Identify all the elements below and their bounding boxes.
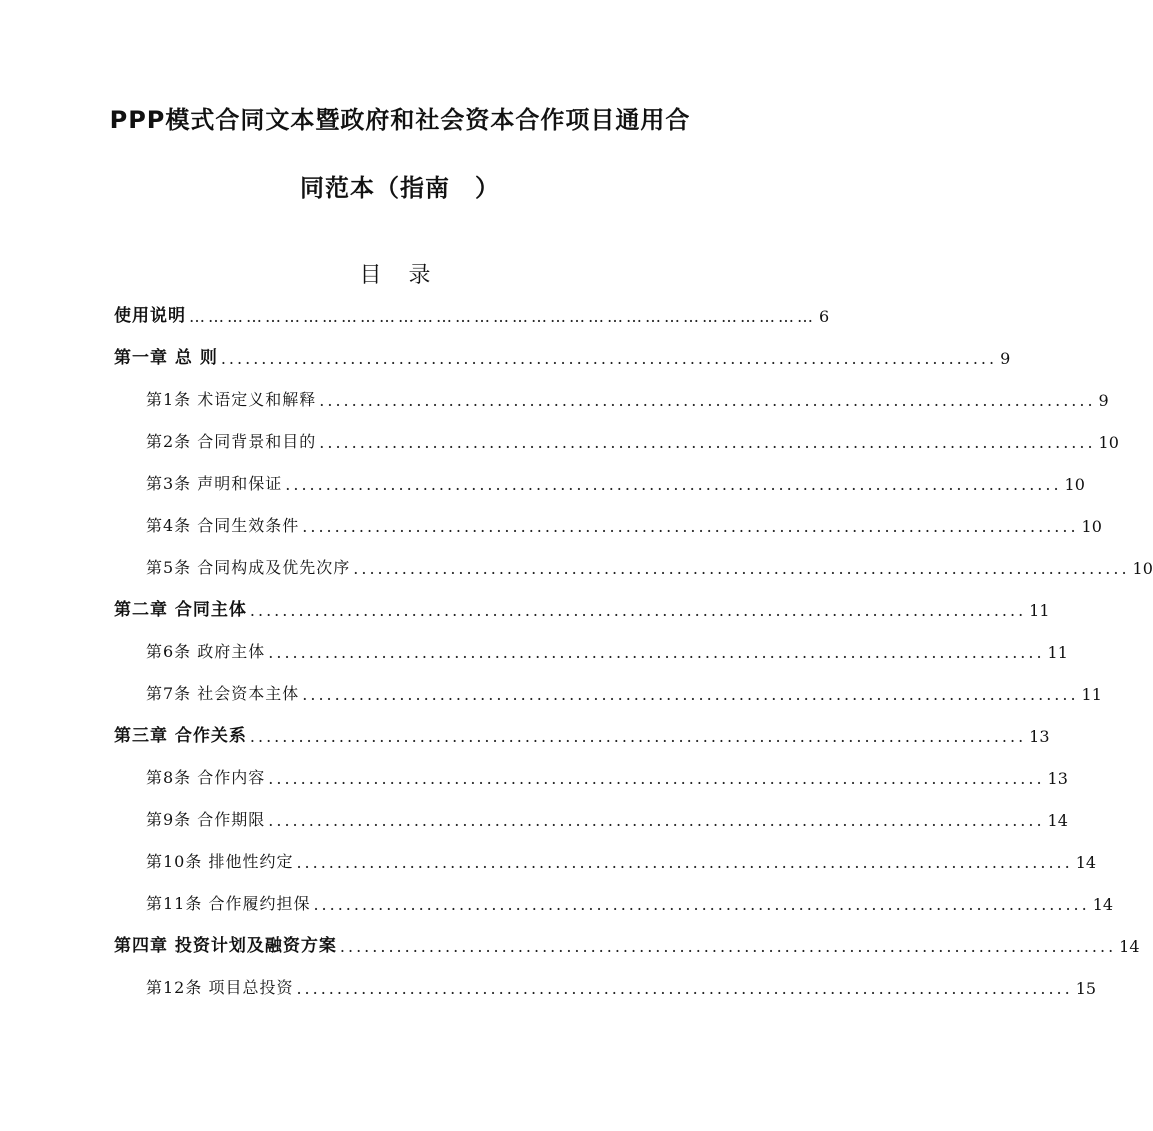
toc-dot-leader: ................................................................................................ <box>302 685 1079 704</box>
toc-article-entry[interactable] <box>146 548 1153 578</box>
toc-dot-leader: ……………………………………………………………………………………… <box>189 307 816 326</box>
toc-dot-leader: ................................................................................................ <box>268 643 1045 662</box>
toc-dot-leader: ................................................................................................ <box>296 853 1073 872</box>
toc-chapter-entry[interactable] <box>114 338 1011 368</box>
toc-page-number: 14 <box>1075 853 1097 872</box>
toc-entry-title: 第一章 总 则 <box>114 348 218 368</box>
toc-article-entry[interactable] <box>146 758 1068 788</box>
toc-entry-title: 使用说明 <box>114 306 186 326</box>
toc-article-entry[interactable] <box>146 506 1102 536</box>
toc-page-number: 15 <box>1075 979 1097 998</box>
toc-entry-title: 第7条 社会资本主体 <box>146 684 300 703</box>
toc-page-number: 10 <box>1081 517 1102 536</box>
toc-page-number: 14 <box>1047 811 1068 830</box>
toc-entry-title: 第4条 合同生效条件 <box>146 516 300 535</box>
toc-entry-title: 第二章 合同主体 <box>114 600 247 620</box>
toc-page-number: 9 <box>1000 349 1011 368</box>
toc-page-number: 10 <box>1098 433 1119 452</box>
toc-dot-leader: ................................................................................................ <box>319 433 1096 452</box>
document-title-line-1: PPP模式合同文本暨政府和社会资本合作项目通用合 <box>109 106 691 134</box>
toc-entry-title: 第10条 排他性约定 <box>146 852 294 871</box>
toc-entry-title: 第1条 术语定义和解释 <box>146 390 317 409</box>
toc-page-number: 13 <box>1029 727 1050 746</box>
toc-dot-leader: ................................................................................................ <box>296 979 1073 998</box>
toc-page-number: 10 <box>1064 475 1085 494</box>
toc-page-number: 6 <box>819 307 830 326</box>
toc-entry-title: 第6条 政府主体 <box>146 642 266 661</box>
toc-dot-leader: ................................................................................................ <box>319 391 1096 410</box>
toc-entry-title: 第2条 合同背景和目的 <box>146 432 317 451</box>
toc-entry-title: 第三章 合作关系 <box>114 726 247 746</box>
toc-article-entry[interactable] <box>146 800 1068 830</box>
toc-entry-title: 第四章 投资计划及融资方案 <box>114 936 337 956</box>
toc-dot-leader: ................................................................................................ <box>302 517 1079 536</box>
toc-dot-leader: ................................................................................................ <box>339 937 1117 956</box>
toc-dot-leader: ................................................................................................ <box>220 349 998 368</box>
toc-article-entry[interactable] <box>146 842 1097 872</box>
toc-page-number: 13 <box>1047 769 1068 788</box>
toc-dot-leader: ................................................................................................ <box>313 895 1090 914</box>
document-title-line-2: 同范本（指南 ） <box>300 174 500 202</box>
toc-entry-title: 第5条 合同构成及优先次序 <box>146 558 351 577</box>
toc-heading: 目 录 <box>359 263 441 288</box>
toc-entry-title: 第11条 合作履约担保 <box>146 894 311 913</box>
toc-dot-leader: ................................................................................................ <box>268 811 1045 830</box>
toc-chapter-entry[interactable] <box>114 716 1050 746</box>
toc-dot-leader: ................................................................................................ <box>285 475 1062 494</box>
toc-page-number: 11 <box>1047 643 1068 662</box>
toc-dot-leader: ................................................................................................ <box>249 601 1027 620</box>
toc-page-number: 10 <box>1132 559 1153 578</box>
toc-entry-title: 第8条 合作内容 <box>146 768 266 787</box>
toc-page-number: 9 <box>1098 391 1109 410</box>
toc-page-number: 11 <box>1081 685 1102 704</box>
toc-page-number: 14 <box>1119 937 1140 956</box>
toc-chapter-entry[interactable] <box>114 926 1140 956</box>
toc-article-entry[interactable] <box>146 380 1109 410</box>
toc-dot-leader: ................................................................................................ <box>268 769 1045 788</box>
toc-chapter-entry[interactable] <box>114 296 830 326</box>
toc-page-number: 14 <box>1092 895 1114 914</box>
toc-dot-leader: ................................................................................................ <box>249 727 1027 746</box>
toc-article-entry[interactable] <box>146 632 1068 662</box>
toc-article-entry[interactable] <box>146 464 1085 494</box>
toc-article-entry[interactable] <box>146 968 1097 998</box>
toc-page-number: 11 <box>1029 601 1050 620</box>
toc-entry-title: 第12条 项目总投资 <box>146 978 294 997</box>
toc-article-entry[interactable] <box>146 884 1114 914</box>
toc-entry-title: 第3条 声明和保证 <box>146 474 283 493</box>
toc-dot-leader: ................................................................................................ <box>353 559 1130 578</box>
toc-chapter-entry[interactable] <box>114 590 1050 620</box>
toc-article-entry[interactable] <box>146 674 1102 704</box>
toc-entry-title: 第9条 合作期限 <box>146 810 266 829</box>
toc-article-entry[interactable] <box>146 422 1119 452</box>
